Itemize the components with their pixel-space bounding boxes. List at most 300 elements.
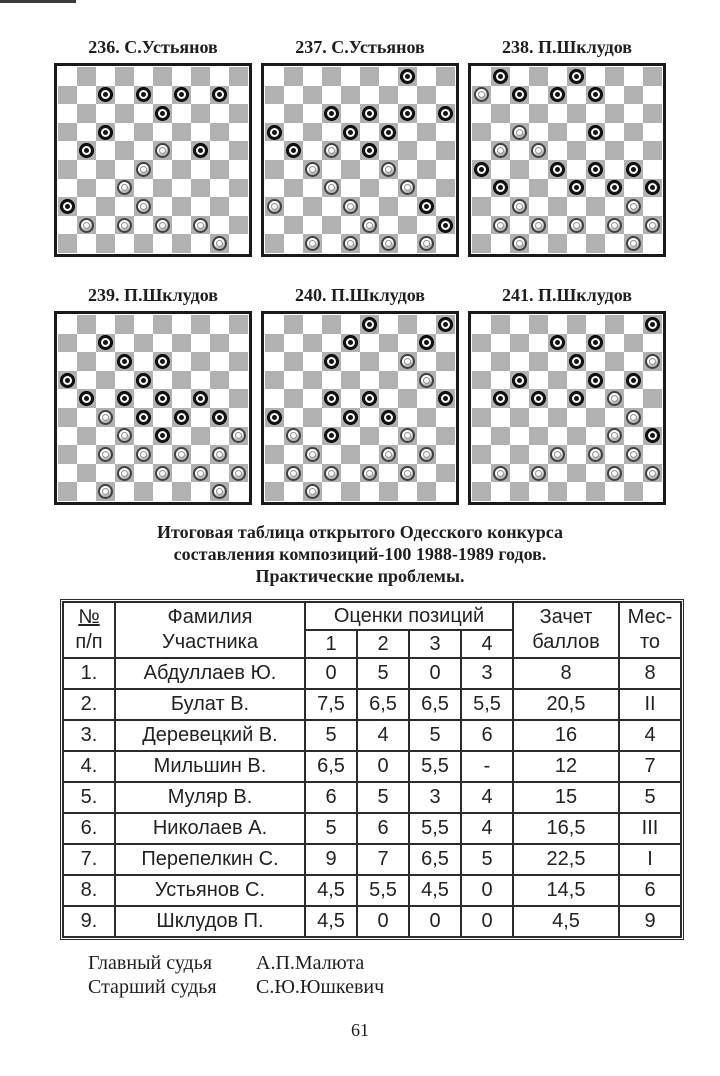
board-square [284,389,303,408]
board-square [360,197,379,216]
board-square [115,482,134,501]
board-square [210,160,229,179]
judge-label-senior: Старший судья [88,976,217,998]
board-square [172,408,191,427]
board-square [172,123,191,142]
board-square [284,352,303,371]
board-square [529,315,548,334]
white-man-icon [324,143,339,158]
white-man-icon [305,162,320,177]
board-square [529,445,548,464]
board-square [115,408,134,427]
board-square [265,427,284,446]
board-square [624,445,643,464]
board-square [210,141,229,160]
table-cell: 6,5 [409,844,461,875]
col-header-total-line1: Зачет [539,606,593,628]
black-man-icon [324,354,339,369]
board-square [548,141,567,160]
table-cell: Деревецкий В. [115,720,305,751]
board-square [172,334,191,353]
board-square [115,371,134,390]
col-header-name-line2: Участника [162,631,258,653]
board-square [417,315,436,334]
table-cell: Булат В. [115,689,305,720]
board-square [77,464,96,483]
col-header-place-line2: то [639,631,661,653]
board-square [77,179,96,198]
black-man-icon [324,391,339,406]
table-cell: 2. [63,689,115,720]
table-cell: 0 [409,658,461,689]
board-square [77,86,96,105]
white-man-icon [626,410,641,425]
white-man-icon [98,410,113,425]
board-square [379,123,398,142]
board-square [265,408,284,427]
board-square [322,86,341,105]
board-square [567,408,586,427]
table-cell: Николаев А. [115,813,305,844]
table-cell: 15 [513,782,619,813]
board-square [586,482,605,501]
table-cell: 4 [619,720,681,751]
board-square [643,464,662,483]
black-man-icon [588,162,603,177]
board-square [229,67,248,86]
table-cell: 1. [63,658,115,689]
board-square [643,445,662,464]
board-square [322,371,341,390]
board-square [605,482,624,501]
board-square [229,197,248,216]
table-cell: 9 [619,906,681,937]
black-man-icon [438,218,453,233]
board-square [567,160,586,179]
board-square [172,141,191,160]
board-square [191,86,210,105]
board-square [210,216,229,235]
header-row-1 [63,602,681,630]
board-square [58,216,77,235]
white-man-icon [98,484,113,499]
board-square [229,408,248,427]
board-square [284,482,303,501]
board-square [265,123,284,142]
board-square [115,104,134,123]
board-square [510,408,529,427]
board-square [58,408,77,427]
checkers-diagram [54,36,252,257]
board-square [96,352,115,371]
col-header-place-line1: Мес- [627,606,673,628]
board-square [643,123,662,142]
board-square [417,371,436,390]
board-square [417,123,436,142]
board-square [172,197,191,216]
board-square [153,464,172,483]
board-square [341,482,360,501]
white-man-icon [531,218,546,233]
board-square [322,216,341,235]
white-man-icon [512,199,527,214]
board-square [586,67,605,86]
board-square [586,104,605,123]
col-header-num-line1: № [78,606,100,628]
board-square [96,123,115,142]
board-square [191,160,210,179]
board-square [624,86,643,105]
board-square [341,197,360,216]
board-square [172,389,191,408]
board-square [417,334,436,353]
white-man-icon [117,428,132,443]
board-square [229,389,248,408]
board-square [134,389,153,408]
board-square [210,179,229,198]
board-square [624,427,643,446]
checkers-board [468,311,666,505]
board-square [436,179,455,198]
board-square [510,123,529,142]
board-square [643,67,662,86]
board-square [303,389,322,408]
board-square [567,389,586,408]
board-square [284,123,303,142]
board-square [115,464,134,483]
board-square [605,216,624,235]
board-square [134,67,153,86]
board-square [529,352,548,371]
board-square [529,334,548,353]
board-square [58,67,77,86]
board-square [322,141,341,160]
board-square [360,315,379,334]
black-man-icon [212,410,227,425]
black-man-icon [98,87,113,102]
board-square [172,234,191,253]
table-cell: 9. [63,906,115,937]
board-square [510,197,529,216]
board-square [624,104,643,123]
black-man-icon [193,143,208,158]
white-man-icon [381,162,396,177]
board-square [491,86,510,105]
board-square [134,408,153,427]
board-square [379,371,398,390]
board-square [191,315,210,334]
board-square [360,141,379,160]
board-square [586,197,605,216]
board-square [58,315,77,334]
board-square [77,427,96,446]
board-square [605,371,624,390]
judge-label-chief: Главный судья [88,952,213,974]
board-square [322,123,341,142]
board-square [191,123,210,142]
board-square [360,352,379,371]
board-square [529,123,548,142]
board-square [303,445,322,464]
board-square [58,197,77,216]
checkers-diagram [261,36,459,257]
board-square [265,67,284,86]
board-square [134,482,153,501]
board-square [77,445,96,464]
board-square [643,408,662,427]
board-square [548,352,567,371]
col-header-score-1: 1 [305,630,357,658]
black-man-icon [626,373,641,388]
board-square [115,197,134,216]
black-man-icon [531,391,546,406]
board-square [303,197,322,216]
board-square [510,334,529,353]
board-square [360,160,379,179]
white-man-icon [531,143,546,158]
board-square [586,179,605,198]
board-square [341,408,360,427]
white-man-icon [305,236,320,251]
white-man-icon [626,447,641,462]
board-square [284,408,303,427]
board-square [624,408,643,427]
board-square [284,371,303,390]
board-square [265,179,284,198]
white-man-icon [343,199,358,214]
board-square [115,141,134,160]
board-square [360,334,379,353]
table-cell: 4. [63,751,115,782]
board-square [172,86,191,105]
board-square [265,86,284,105]
board-square [643,352,662,371]
board-square [510,104,529,123]
board-square [586,216,605,235]
board-square [322,104,341,123]
white-man-icon [493,143,508,158]
board-square [510,445,529,464]
board-square [624,141,643,160]
board-square [417,216,436,235]
board-square [360,216,379,235]
board-square [191,67,210,86]
board-square [605,160,624,179]
black-man-icon [98,125,113,140]
black-man-icon [512,373,527,388]
board-square [398,86,417,105]
board-square [58,371,77,390]
board-square [303,408,322,427]
board-square [491,334,510,353]
board-square [96,389,115,408]
board-square [172,371,191,390]
board-square [303,334,322,353]
board-square [548,482,567,501]
board-square [586,141,605,160]
board-square [172,427,191,446]
board-square [643,315,662,334]
board-square [153,234,172,253]
board-square [529,464,548,483]
checkers-board [54,63,252,257]
board-square [472,141,491,160]
table-cell: 5,5 [409,813,461,844]
black-man-icon [569,354,584,369]
board-square [341,234,360,253]
board-square [436,315,455,334]
black-man-icon [362,391,377,406]
board-square [115,315,134,334]
board-square [322,482,341,501]
board-square [529,197,548,216]
board-square [643,160,662,179]
board-square [491,482,510,501]
board-square [586,445,605,464]
white-man-icon [400,354,415,369]
table-row [63,875,681,906]
board-square [210,104,229,123]
white-man-icon [419,236,434,251]
table-cell: 0 [357,906,409,937]
board-square [624,123,643,142]
board-square [529,371,548,390]
board-square [529,216,548,235]
board-square [624,352,643,371]
board-square [172,67,191,86]
board-square [134,334,153,353]
board-square [360,179,379,198]
board-square [436,216,455,235]
board-square [379,104,398,123]
black-man-icon [212,87,227,102]
board-square [191,352,210,371]
table-cell: Шклудов П. [115,906,305,937]
black-man-icon [286,143,301,158]
board-square [284,234,303,253]
board-square [417,352,436,371]
white-man-icon [362,466,377,481]
white-man-icon [607,218,622,233]
board-square [153,315,172,334]
board-square [529,482,548,501]
board-square [436,197,455,216]
board-square [398,389,417,408]
white-man-icon [231,466,246,481]
board-square [510,315,529,334]
table-cell: 20,5 [513,689,619,720]
black-man-icon [438,317,453,332]
judge-row-chief [88,951,720,975]
board-square [472,160,491,179]
table-cell: 6 [619,875,681,906]
board-square [605,464,624,483]
board-square [510,216,529,235]
white-man-icon [193,466,208,481]
black-man-icon [493,69,508,84]
board-square [643,371,662,390]
contest-title [0,521,720,587]
board-square [115,334,134,353]
table-cell: 5,5 [357,875,409,906]
board-square [322,464,341,483]
black-man-icon [98,335,113,350]
board-square [153,334,172,353]
black-man-icon [588,335,603,350]
table-cell: 4 [357,720,409,751]
black-man-icon [493,180,508,195]
board-square [510,352,529,371]
board-square [529,234,548,253]
board-square [58,334,77,353]
board-square [77,371,96,390]
board-square [77,334,96,353]
board-square [153,141,172,160]
board-square [341,216,360,235]
board-square [491,197,510,216]
board-square [265,234,284,253]
board-square [567,123,586,142]
board-square [436,464,455,483]
board-square [436,482,455,501]
board-square [115,427,134,446]
board-square [398,334,417,353]
board-square [624,67,643,86]
white-man-icon [607,428,622,443]
diagram-row [0,284,720,505]
table-row [63,720,681,751]
board-square [586,427,605,446]
board-square [436,86,455,105]
board-square [134,315,153,334]
board-square [96,234,115,253]
board-square [284,464,303,483]
board-square [605,445,624,464]
board-square [96,197,115,216]
table-cell: 3 [409,782,461,813]
board-square [229,104,248,123]
board-square [548,427,567,446]
board-square [398,408,417,427]
col-header-name-line1: Фамилия [167,606,253,628]
white-man-icon [193,218,208,233]
table-row [63,844,681,875]
board-square [96,67,115,86]
board-square [210,408,229,427]
board-square [153,352,172,371]
board-square [134,216,153,235]
black-man-icon [400,106,415,121]
board-square [379,315,398,334]
board-square [436,141,455,160]
col-header-num [63,602,115,658]
board-square [491,464,510,483]
board-square [417,464,436,483]
board-square [548,179,567,198]
board-square [491,123,510,142]
board-square [605,179,624,198]
board-square [491,371,510,390]
board-square [229,464,248,483]
black-man-icon [136,87,151,102]
board-square [472,334,491,353]
table-cell: I [619,844,681,875]
white-man-icon [286,466,301,481]
board-square [229,234,248,253]
board-square [153,67,172,86]
board-square [436,67,455,86]
white-man-icon [607,466,622,481]
